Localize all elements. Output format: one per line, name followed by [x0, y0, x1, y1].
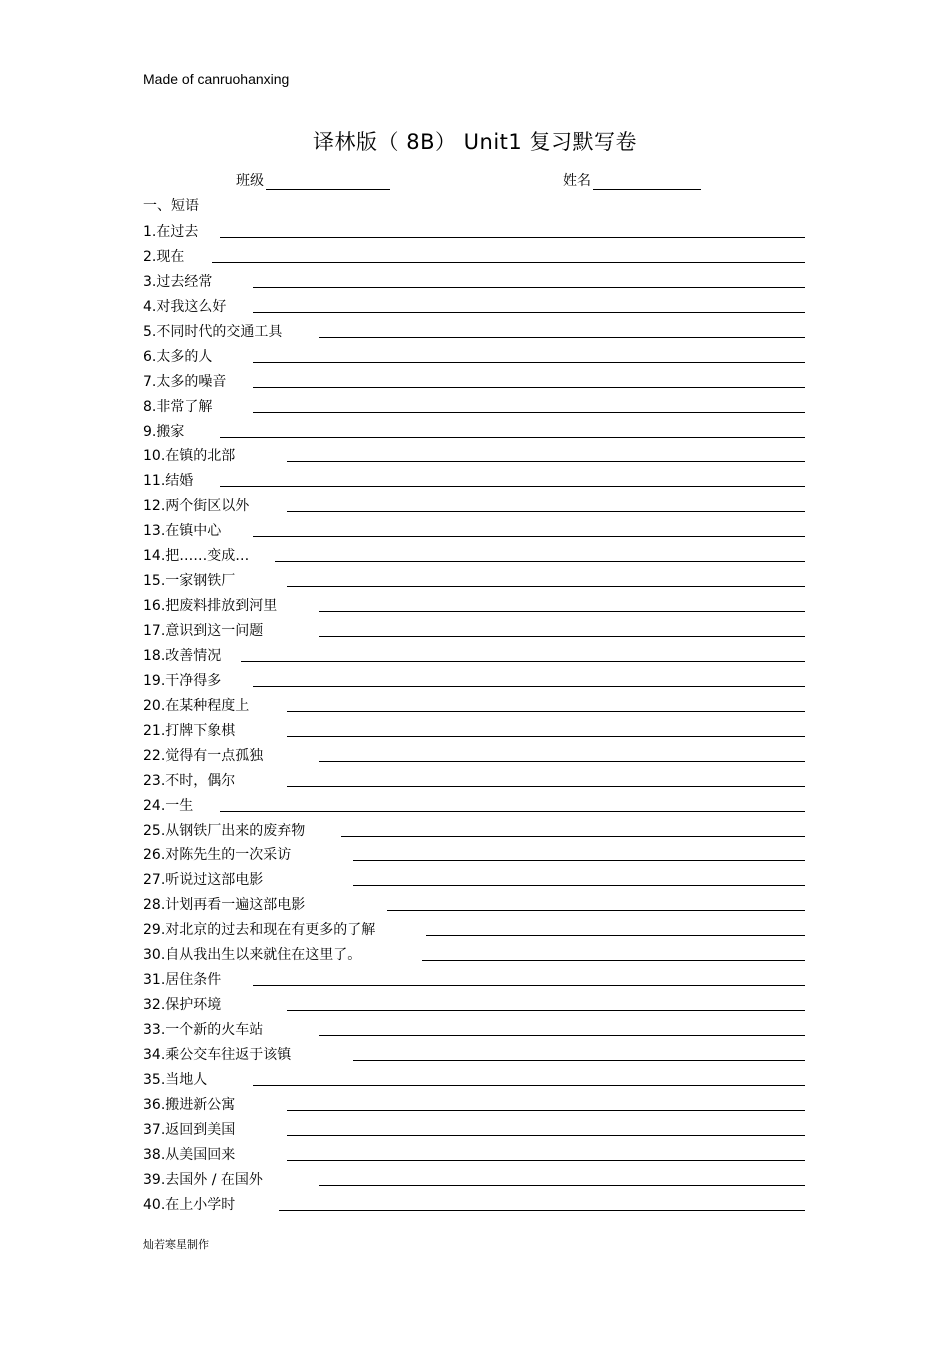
phrase-item: [143, 940, 805, 965]
phrase-item: [143, 491, 805, 516]
answer-line[interactable]: [220, 811, 805, 812]
phrase-label: 9.搬家: [143, 423, 185, 440]
phrase-label: 26.对陈先生的一次采访: [143, 847, 292, 864]
phrase-label: 22.觉得有一点孤独: [143, 747, 264, 764]
phrase-item: [143, 1115, 805, 1140]
header-note: Made of canruohanxing: [143, 71, 290, 87]
answer-line[interactable]: [319, 636, 805, 637]
answer-line[interactable]: [287, 711, 805, 712]
answer-line[interactable]: [422, 960, 805, 961]
answer-line[interactable]: [253, 536, 805, 537]
answer-line[interactable]: [253, 1085, 805, 1086]
phrase-label: 35.当地人: [143, 1071, 208, 1088]
phrase-label: 28.计划再看一遍这部电影: [143, 897, 306, 914]
phrase-item: [143, 990, 805, 1015]
answer-line[interactable]: [253, 387, 805, 388]
phrase-item: [143, 691, 805, 716]
phrase-label: 2.现在: [143, 248, 185, 265]
name-blank[interactable]: [593, 174, 701, 190]
answer-line[interactable]: [287, 736, 805, 737]
answer-line[interactable]: [253, 312, 805, 313]
phrase-item: [143, 716, 805, 741]
phrase-item: [143, 816, 805, 841]
phrase-item: [143, 1090, 805, 1115]
phrase-label: 24.一生: [143, 797, 194, 814]
section-title: 一、短语: [143, 198, 199, 214]
answer-line[interactable]: [279, 1210, 805, 1211]
answer-line[interactable]: [287, 586, 805, 587]
phrase-item: [143, 417, 805, 442]
phrase-item: [143, 217, 805, 242]
phrase-label: 17.意识到这一问题: [143, 623, 264, 639]
phrase-item: [143, 516, 805, 541]
phrase-label: 20.在某种程度上: [143, 697, 250, 714]
answer-line[interactable]: [426, 935, 805, 936]
phrase-item: [143, 566, 805, 591]
phrase-label: 14.把……变成…: [143, 548, 250, 565]
phrase-label: 3.过去经常: [143, 273, 213, 290]
class-blank[interactable]: [266, 174, 390, 190]
phrase-label: 19.干净得多: [143, 672, 222, 689]
answer-line[interactable]: [287, 1110, 805, 1111]
phrase-label: 6.太多的人: [143, 348, 213, 365]
phrase-item: [143, 1140, 805, 1165]
phrase-label: 25.从钢铁厂出来的废弃物: [143, 822, 306, 839]
phrase-label: 38.从美国回来: [143, 1146, 236, 1163]
phrase-item: [143, 766, 805, 791]
phrase-item: [143, 317, 805, 342]
answer-line[interactable]: [319, 611, 805, 612]
answer-line[interactable]: [387, 910, 805, 911]
phrase-label: 33.一个新的火车站: [143, 1022, 264, 1038]
name-label: 姓名: [563, 173, 591, 189]
phrase-label: 10.在镇的北部: [143, 448, 236, 465]
answer-line[interactable]: [287, 461, 805, 462]
phrase-item: [143, 641, 805, 666]
name-field: [563, 170, 701, 190]
phrase-item: [143, 1040, 805, 1065]
answer-line[interactable]: [353, 1060, 805, 1061]
phrase-item: [143, 1165, 805, 1190]
phrase-item: [143, 616, 805, 641]
phrase-item: [143, 392, 805, 417]
phrase-item: [143, 1065, 805, 1090]
answer-line[interactable]: [319, 1185, 805, 1186]
answer-line[interactable]: [253, 362, 805, 363]
phrase-label: 7.太多的噪音: [143, 373, 227, 390]
answer-line[interactable]: [241, 661, 805, 662]
answer-line[interactable]: [212, 262, 805, 263]
answer-line[interactable]: [287, 1135, 805, 1136]
phrase-item: [143, 666, 805, 691]
phrase-item: [143, 541, 805, 566]
class-label: 班级: [236, 173, 264, 189]
answer-line[interactable]: [341, 836, 805, 837]
phrase-label: 23.不时，偶尔: [143, 772, 236, 789]
phrase-list: [143, 217, 805, 1215]
phrase-label: 18.改善情况: [143, 647, 222, 664]
answer-line[interactable]: [220, 486, 805, 487]
answer-line[interactable]: [287, 511, 805, 512]
answer-line[interactable]: [253, 287, 805, 288]
phrase-label: 8.非常了解: [143, 398, 213, 415]
phrase-item: [143, 591, 805, 616]
phrase-label: 34.乘公交车往返于该镇: [143, 1046, 292, 1063]
phrase-item: [143, 242, 805, 267]
answer-line[interactable]: [319, 761, 805, 762]
answer-line[interactable]: [253, 412, 805, 413]
phrase-item: [143, 865, 805, 890]
phrase-item: [143, 741, 805, 766]
phrase-label: 37.返回到美国: [143, 1121, 236, 1138]
phrase-item: [143, 840, 805, 865]
answer-line[interactable]: [287, 786, 805, 787]
phrase-item: [143, 791, 805, 816]
phrase-item: [143, 965, 805, 990]
phrase-label: 40.在上小学时: [143, 1196, 236, 1213]
phrase-item: [143, 1190, 805, 1215]
phrase-label: 11.结婚: [143, 473, 194, 490]
answer-line[interactable]: [353, 885, 805, 886]
phrase-label: 27.听说过这部电影: [143, 872, 264, 889]
phrase-label: 15.一家钢铁厂: [143, 573, 236, 590]
answer-line[interactable]: [253, 985, 805, 986]
answer-line[interactable]: [275, 561, 805, 562]
phrase-label: 29.对北京的过去和现在有更多的了解: [143, 922, 376, 939]
phrase-item: [143, 1015, 805, 1040]
phrase-label: 1.在过去: [143, 224, 199, 240]
phrase-label: 39.去国外 / 在国外: [143, 1171, 263, 1188]
phrase-label: 36.搬进新公寓: [143, 1096, 236, 1113]
phrase-item: [143, 890, 805, 915]
phrase-label: 31.居住条件: [143, 972, 222, 989]
phrase-item: [143, 466, 805, 491]
phrase-label: 21.打牌下象棋: [143, 722, 236, 739]
phrase-item: [143, 367, 805, 392]
phrase-item: [143, 441, 805, 466]
phrase-label: 16.把废料排放到河里: [143, 598, 278, 615]
phrase-label: 4.对我这么好: [143, 298, 227, 315]
phrase-item: [143, 267, 805, 292]
phrase-label: 13.在镇中心: [143, 523, 222, 540]
answer-line[interactable]: [287, 1010, 805, 1011]
phrase-label: 12.两个街区以外: [143, 498, 250, 515]
phrase-item: [143, 292, 805, 317]
footer-note: 灿若寒星制作: [143, 1238, 209, 1251]
phrase-label: 32.保护环境: [143, 997, 222, 1014]
answer-line[interactable]: [220, 237, 805, 238]
answer-line[interactable]: [287, 1160, 805, 1161]
answer-line[interactable]: [319, 337, 805, 338]
phrase-label: 5.不同时代的交通工具: [143, 323, 283, 340]
phrase-label: 30.自从我出生以来就住在这里了。: [143, 947, 362, 964]
answer-line[interactable]: [220, 437, 805, 438]
answer-line[interactable]: [253, 686, 805, 687]
phrase-item: [143, 342, 805, 367]
answer-line[interactable]: [319, 1035, 805, 1036]
answer-line[interactable]: [353, 860, 805, 861]
class-field: [236, 170, 390, 190]
phrase-item: [143, 915, 805, 940]
page-title: 译林版（ 8B） Unit1 复习默写卷: [313, 130, 637, 154]
